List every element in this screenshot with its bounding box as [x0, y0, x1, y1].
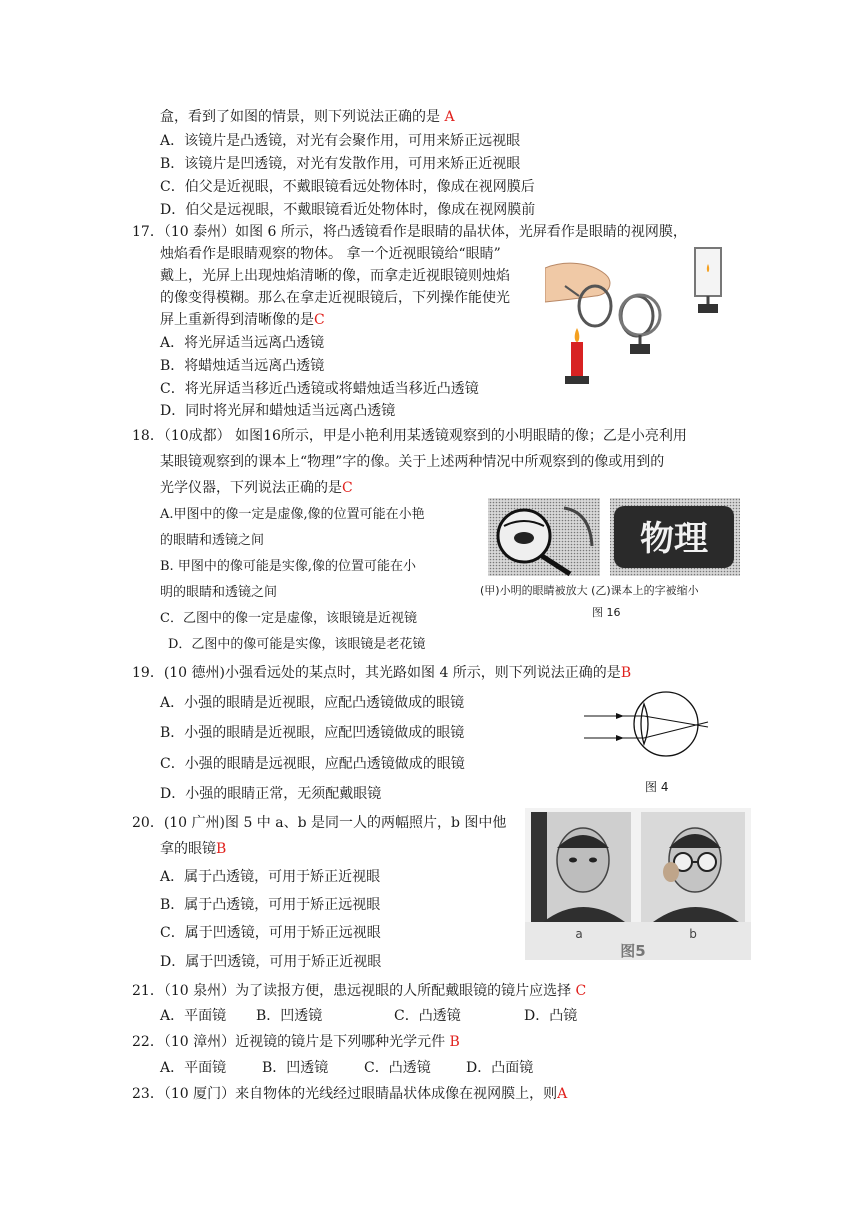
q19-figure-eye-diagram — [580, 688, 720, 760]
q18-line-1: 18．（10成都） 如图16所示，甲是小艳利用某透镜观察到的小明眼睛的像；乙是小亮利用 — [132, 428, 687, 444]
q19-option-d: D．小强的眼睛正常，无须配戴眼镜 — [160, 786, 382, 802]
q17-line-4: 的像变得模糊。那么在拿走近视眼镜后，下列操作能使光 — [160, 290, 510, 306]
q18-figure-16 — [480, 498, 742, 580]
q18-option-d: D．乙图中的像可能是实像，该眼镜是老花镜 — [168, 637, 426, 652]
q17-option-d: D．同时将光屏和蜡烛适当远离凸透镜 — [160, 403, 396, 419]
photo-a-label: a — [575, 927, 583, 941]
q21-option-b: B．凹透镜 — [256, 1008, 323, 1024]
q16-stem: 盒，看到了如图的情景，则下列说法正确的是 A — [160, 109, 455, 125]
photo-b-label: b — [689, 927, 697, 941]
q20-answer: B — [216, 841, 227, 857]
q21-option-d: D．凸镜 — [524, 1008, 578, 1024]
q20-option-a: A．属于凸透镜，可用于矫正近视眼 — [160, 869, 381, 885]
q16-option-c: C．伯父是近视眼，不戴眼镜看远处物体时，像成在视网膜后 — [160, 179, 535, 195]
q17-line-1: 17．（10 泰州）如图 6 所示，将凸透镜看作是眼睛的晶状体，光屏看作是眼睛的视网膜， — [132, 224, 687, 240]
q20-fig-label: 图5 — [620, 942, 646, 960]
q20-figure-5 — [525, 808, 751, 960]
q22-option-d: D．凸面镜 — [466, 1060, 534, 1076]
q22-option-a: A．平面镜 — [160, 1060, 227, 1076]
q22-stem: 22．（10 漳州）近视镜的镜片是下列哪种光学元件 B — [132, 1034, 460, 1050]
q19-option-a: A．小强的眼睛是近视眼，应配凸透镜做成的眼镜 — [160, 695, 465, 711]
q19-answer: B — [620, 665, 632, 681]
q18-line-2: 某眼镜观察到的课本上“物理”字的像。关于上述两种情况中所观察到的像或用到的 — [160, 454, 665, 470]
q19-fig-label: 图 4 — [645, 780, 669, 794]
q17-option-c: C．将光屏适当移近凸透镜或将蜡烛适当移近凸透镜 — [160, 381, 479, 397]
q23-answer: A — [557, 1086, 568, 1102]
q18-answer: C — [342, 480, 353, 496]
q16-answer: A — [444, 109, 455, 125]
q19-option-c: C．小强的眼睛是远视眼，应配凸透镜做成的眼镜 — [160, 756, 465, 772]
q23-stem: 23．（10 厦门）来自物体的光线经过眼睛晶状体成像在视网膜上，则A — [132, 1086, 568, 1102]
q17-answer: C — [314, 312, 325, 328]
q17-line-2: 烛焰看作是眼睛观察的物体。 拿一个近视眼镜给“眼睛” — [160, 246, 501, 262]
q21-option-a: A．平面镜 — [160, 1008, 227, 1024]
q18-fig-caption: (甲)小明的眼睛被放大 (乙)课本上的字被缩小 — [480, 584, 699, 597]
q17-figure-candle-lens-screen — [545, 240, 730, 390]
q20-option-d: D．属于凹透镜，可用于矫正近视眼 — [160, 954, 382, 970]
q16-option-d: D．伯父是远视眼，不戴眼镜看近处物体时，像成在视网膜前 — [160, 202, 536, 218]
q20-option-c: C．属于凹透镜，可用于矫正远视眼 — [160, 925, 381, 941]
q17-line-5: 屏上重新得到清晰像的是C — [160, 312, 325, 328]
q18-option-a: A.甲图中的像一定是虚像,像的位置可能在小艳 — [160, 507, 425, 522]
q22-option-b: B．凹透镜 — [262, 1060, 329, 1076]
q19-option-b: B．小强的眼睛是近视眼，应配凹透镜做成的眼镜 — [160, 725, 465, 741]
q16-option-a: A．该镜片是凸透镜，对光有会聚作用，可用来矫正远视眼 — [160, 133, 521, 149]
q18-option-b-cont: 明的眼睛和透镜之间 — [160, 585, 278, 600]
q21-stem: 21．（10 泉州）为了读报方便，患远视眼的人所配戴眼镜的镜片应选择 C — [132, 983, 587, 999]
q18-line-3: 光学仪器，下列说法正确的是C — [160, 480, 353, 496]
q22-option-c: C．凸透镜 — [364, 1060, 431, 1076]
q17-option-a: A．将光屏适当远离凸透镜 — [160, 335, 325, 351]
q18-option-c: C．乙图中的像一定是虚像，该眼镜是近视镜 — [160, 611, 417, 626]
q17-option-b: B．将蜡烛适当远离凸透镜 — [160, 358, 325, 374]
candle-icon — [571, 342, 583, 376]
q18-option-a-cont: 的眼睛和透镜之间 — [160, 533, 265, 548]
q17-line-3: 戴上，光屏上出现烛焰清晰的像，而拿走近视眼镜则烛焰 — [160, 268, 510, 284]
q20-line-2: 拿的眼镜B — [160, 841, 227, 857]
fig-text-wuli: 物理 — [640, 519, 708, 559]
q21-answer: C — [575, 983, 587, 999]
q18-fig-label: 图 16 — [592, 606, 621, 619]
q19-stem: 19．(10 德州)小强看远处的某点时，其光路如图 4 所示，则下列说法正确的是B — [132, 665, 632, 681]
q22-answer: B — [449, 1034, 460, 1050]
q18-option-b: B. 甲图中的像可能是实像,像的位置可能在小 — [160, 559, 416, 574]
q21-option-c: C．凸透镜 — [394, 1008, 461, 1024]
q20-line-1: 20．(10 广州)图 5 中 a、b 是同一人的两幅照片，b 图中他 — [132, 815, 507, 831]
q20-option-b: B．属于凸透镜，可用于矫正远视眼 — [160, 897, 381, 913]
q16-option-b: B．该镜片是凹透镜，对光有发散作用，可用来矫正近视眼 — [160, 156, 521, 172]
